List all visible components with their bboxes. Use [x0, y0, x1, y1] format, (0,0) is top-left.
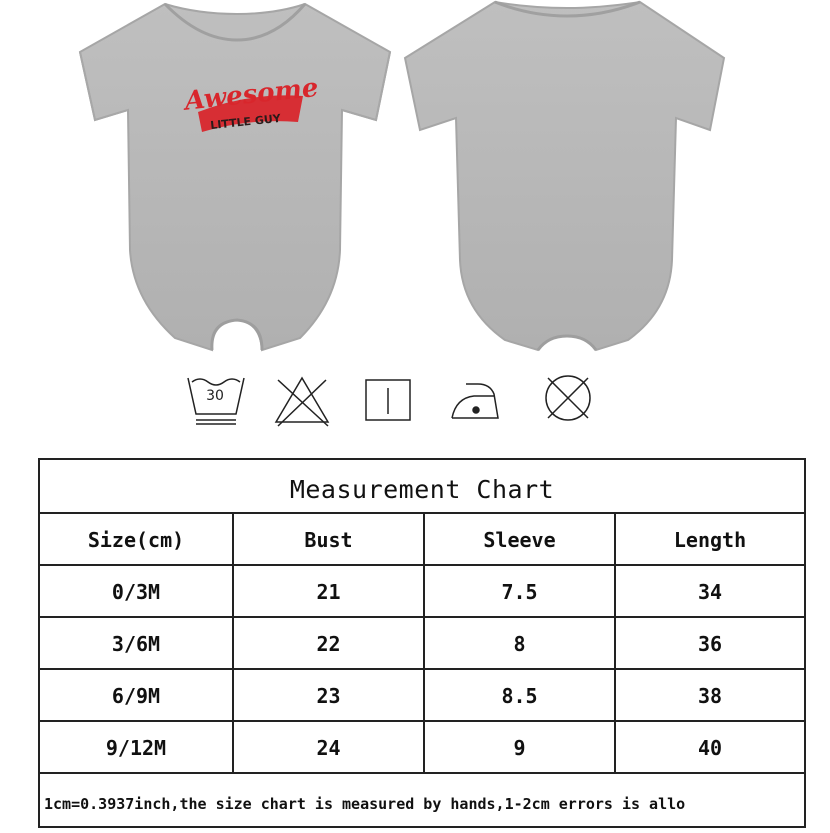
- table-header-row: [40, 514, 804, 566]
- header-bust: Bust: [232, 514, 423, 564]
- wash-temperature-label: 30: [206, 388, 224, 404]
- iron-low-icon: [452, 384, 498, 418]
- table-row: [40, 722, 804, 774]
- table-row: [40, 670, 804, 722]
- size-cell: 9/12M: [105, 736, 167, 760]
- header-size: Size(cm): [87, 528, 185, 552]
- front-print-subtitle: LITTLE GUY: [209, 111, 282, 133]
- line-dry-icon: [366, 380, 410, 420]
- no-bleach-icon: [276, 378, 328, 426]
- size-cell: 0/3M: [111, 580, 161, 604]
- header-length: Length: [614, 514, 804, 564]
- table-row: [40, 566, 804, 618]
- length-cell: 34: [614, 566, 804, 616]
- sleeve-cell: 8: [423, 618, 614, 668]
- measurement-note: 1cm=0.3937inch,the size chart is measured by hands,1-2cm errors is allo: [44, 795, 686, 813]
- chart-title: Measurement Chart: [40, 460, 804, 514]
- header-sleeve: Sleeve: [423, 514, 614, 564]
- length-cell: 36: [614, 618, 804, 668]
- bust-cell: 21: [232, 566, 423, 616]
- length-cell: 38: [614, 670, 804, 720]
- table-row: [40, 618, 804, 670]
- bust-cell: 23: [232, 670, 423, 720]
- measurement-chart: [38, 458, 806, 828]
- sleeve-cell: 9: [423, 722, 614, 772]
- size-cell: 3/6M: [111, 632, 161, 656]
- bust-cell: 22: [232, 618, 423, 668]
- back-bodysuit: [405, 2, 724, 350]
- front-print-title: Awesome: [183, 72, 320, 117]
- sleeve-cell: 8.5: [423, 670, 614, 720]
- front-bodysuit: [80, 4, 390, 350]
- sleeve-cell: 7.5: [423, 566, 614, 616]
- size-cell: 6/9M: [111, 684, 161, 708]
- length-cell: 40: [614, 722, 804, 772]
- bust-cell: 24: [232, 722, 423, 772]
- no-tumble-dry-icon: [546, 376, 590, 420]
- care-symbols: [0, 372, 830, 432]
